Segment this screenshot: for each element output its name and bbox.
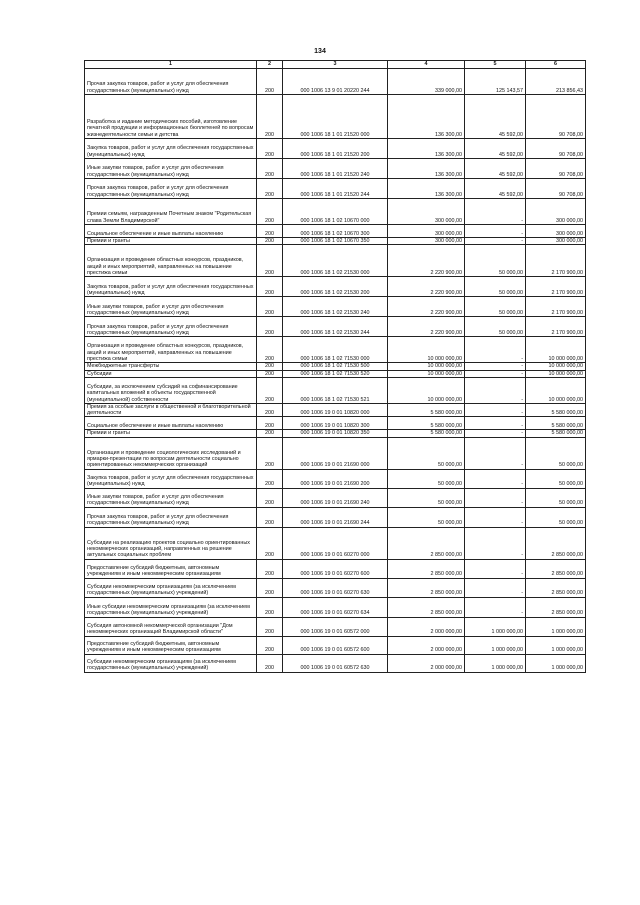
row-name: Субсидии некоммерческим организациям (за исключением государственных (муниципальных) учреждений) <box>85 654 257 672</box>
row-value-6: 5 580 000,00 <box>526 417 586 430</box>
row-value-6: 300 000,00 <box>526 225 586 238</box>
row-value-6: 2 170 900,00 <box>526 245 586 277</box>
row-kbk: 000 1006 18 1 02 71530 500 <box>283 363 388 370</box>
row-value-5: - <box>465 559 526 578</box>
row-name: Субсидии, за исключением субсидий на софинансирование капитальных вложений в объекты государственной (муниципальной) собственности <box>85 377 257 403</box>
row-value-5: - <box>465 430 526 437</box>
row-value-5: - <box>465 377 526 403</box>
row-name: Предоставление субсидий бюджетным, автономным учреждениям и иным некоммерческим организациям <box>85 636 257 654</box>
row-value-5: 45 592,00 <box>465 159 526 179</box>
row-kbk: 000 1006 19 0 01 21690 240 <box>283 488 388 507</box>
row-name: Организация и проведение областных конкурсов, праздников, акций и иных мероприятий, направленных на повышение престижа семьи <box>85 337 257 363</box>
row-name: Прочая закупка товаров, работ и услуг для обеспечения государственных (муниципальных) нужд <box>85 317 257 337</box>
row-kbk: 000 1006 19 0 01 10820 300 <box>283 417 388 430</box>
row-code: 200 <box>257 139 283 159</box>
row-kbk: 000 1006 19 0 01 60270 634 <box>283 597 388 617</box>
row-name: Прочая закупка товаров, работ и услуг для обеспечения государственных (муниципальных) нужд <box>85 179 257 199</box>
row-value-6: 10 000 000,00 <box>526 363 586 370</box>
row-value-5: - <box>465 370 526 377</box>
row-value-5: - <box>465 403 526 417</box>
row-code: 200 <box>257 377 283 403</box>
table-row <box>85 159 586 179</box>
row-value-6: 1 000 000,00 <box>526 636 586 654</box>
row-value-6: 2 850 000,00 <box>526 559 586 578</box>
table-row <box>85 617 586 636</box>
row-name: Закупка товаров, работ и услуг для обеспечения государственных (муниципальных) нужд <box>85 469 257 488</box>
table-row <box>85 225 586 238</box>
table-row <box>85 507 586 527</box>
row-code: 200 <box>257 636 283 654</box>
budget-table <box>84 60 586 673</box>
row-value-4: 50 000,00 <box>388 507 465 527</box>
row-code: 200 <box>257 597 283 617</box>
row-value-6: 2 170 900,00 <box>526 297 586 317</box>
row-value-4: 10 000 000,00 <box>388 370 465 377</box>
row-name: Социальное обеспечение и иные выплаты населению <box>85 417 257 430</box>
row-name: Предоставление субсидий бюджетным, автономным учреждениям и иным некоммерческим организациям <box>85 559 257 578</box>
row-name: Субсидии <box>85 370 257 377</box>
row-kbk: 000 1006 19 0 01 60270 630 <box>283 578 388 597</box>
row-value-5: - <box>465 337 526 363</box>
row-value-4: 339 000,00 <box>388 69 465 95</box>
row-code: 200 <box>257 617 283 636</box>
row-kbk: 000 1006 19 0 01 10820 000 <box>283 403 388 417</box>
row-name: Иные закупки товаров, работ и услуг для обеспечения государственных (муниципальных) нужд <box>85 159 257 179</box>
table-row <box>85 578 586 597</box>
table-row <box>85 245 586 277</box>
row-value-5: - <box>465 199 526 225</box>
row-kbk: 000 1006 18 1 01 21520 200 <box>283 139 388 159</box>
row-code: 200 <box>257 403 283 417</box>
row-value-5: - <box>465 238 526 245</box>
table-row <box>85 317 586 337</box>
table-row <box>85 337 586 363</box>
row-code: 200 <box>257 654 283 672</box>
row-name: Премии и гранты <box>85 238 257 245</box>
table-row <box>85 527 586 559</box>
row-code: 200 <box>257 370 283 377</box>
row-kbk: 000 1006 18 1 02 21530 200 <box>283 277 388 297</box>
table-row <box>85 95 586 139</box>
row-value-4: 300 000,00 <box>388 199 465 225</box>
row-name: Организация и проведение социологических исследований и ярмарки-презентации по вопросам деятельности социально ориентированных некоммерческих организаций <box>85 437 257 469</box>
row-value-5: - <box>465 417 526 430</box>
row-value-4: 300 000,00 <box>388 238 465 245</box>
row-kbk: 000 1006 18 1 01 21520 000 <box>283 95 388 139</box>
page-number: 134 <box>314 48 326 55</box>
row-code: 200 <box>257 559 283 578</box>
row-value-5: 50 000,00 <box>465 297 526 317</box>
row-value-4: 2 000 000,00 <box>388 636 465 654</box>
row-kbk: 000 1006 18 1 02 21530 240 <box>283 297 388 317</box>
row-value-4: 50 000,00 <box>388 488 465 507</box>
row-value-4: 2 000 000,00 <box>388 617 465 636</box>
table-row <box>85 469 586 488</box>
row-code: 200 <box>257 159 283 179</box>
row-kbk: 000 1006 18 1 02 10670 350 <box>283 238 388 245</box>
row-kbk: 000 1006 18 1 02 10670 000 <box>283 199 388 225</box>
table-row <box>85 636 586 654</box>
table-row <box>85 238 586 245</box>
row-value-6: 90 708,00 <box>526 179 586 199</box>
row-kbk: 000 1006 18 1 01 21520 240 <box>283 159 388 179</box>
table-row <box>85 597 586 617</box>
row-value-4: 136 300,00 <box>388 179 465 199</box>
row-kbk: 000 1006 18 1 02 21530 000 <box>283 245 388 277</box>
row-value-5: - <box>465 597 526 617</box>
row-value-6: 50 000,00 <box>526 507 586 527</box>
row-name: Премии и гранты <box>85 430 257 437</box>
row-kbk: 000 1006 19 0 01 10820 350 <box>283 430 388 437</box>
table-row <box>85 277 586 297</box>
row-name: Закупка товаров, работ и услуг для обеспечения государственных (муниципальных) нужд <box>85 139 257 159</box>
row-value-5: 45 592,00 <box>465 179 526 199</box>
row-value-6: 90 708,00 <box>526 95 586 139</box>
table-row <box>85 437 586 469</box>
row-value-5: 1 000 000,00 <box>465 636 526 654</box>
row-name: Прочая закупка товаров, работ и услуг для обеспечения государственных (муниципальных) нужд <box>85 69 257 95</box>
row-value-4: 2 850 000,00 <box>388 597 465 617</box>
row-name: Организация и проведение областных конкурсов, праздников, акций и иных мероприятий, направленных на повышение престижа семьи <box>85 245 257 277</box>
row-name: Социальное обеспечение и иные выплаты населению <box>85 225 257 238</box>
table-row <box>85 403 586 417</box>
row-code: 200 <box>257 69 283 95</box>
row-name: Иные закупки товаров, работ и услуг для обеспечения государственных (муниципальных) нужд <box>85 297 257 317</box>
row-value-5: - <box>465 225 526 238</box>
column-header: 3 <box>283 61 388 69</box>
row-value-4: 50 000,00 <box>388 437 465 469</box>
row-value-5: 45 592,00 <box>465 139 526 159</box>
row-code: 200 <box>257 417 283 430</box>
column-header: 6 <box>526 61 586 69</box>
row-value-6: 10 000 000,00 <box>526 337 586 363</box>
row-kbk: 000 1006 19 0 01 60572 630 <box>283 654 388 672</box>
row-value-5: 50 000,00 <box>465 277 526 297</box>
row-value-4: 300 000,00 <box>388 225 465 238</box>
row-code: 200 <box>257 317 283 337</box>
column-header: 4 <box>388 61 465 69</box>
table-row <box>85 370 586 377</box>
row-name: Межбюджетные трансферты <box>85 363 257 370</box>
row-value-5: 50 000,00 <box>465 317 526 337</box>
column-header: 5 <box>465 61 526 69</box>
row-code: 200 <box>257 430 283 437</box>
row-name: Субсидия автономной некоммерческой организации "Дом некоммерческих организаций Владимирской области" <box>85 617 257 636</box>
row-code: 200 <box>257 245 283 277</box>
row-value-6: 1 000 000,00 <box>526 617 586 636</box>
row-value-5: - <box>465 578 526 597</box>
row-value-6: 300 000,00 <box>526 238 586 245</box>
row-code: 200 <box>257 527 283 559</box>
row-code: 200 <box>257 507 283 527</box>
row-value-6: 2 850 000,00 <box>526 527 586 559</box>
row-value-4: 2 850 000,00 <box>388 559 465 578</box>
row-kbk: 000 1006 18 1 02 71530 520 <box>283 370 388 377</box>
row-code: 200 <box>257 469 283 488</box>
row-value-4: 5 580 000,00 <box>388 430 465 437</box>
row-value-6: 50 000,00 <box>526 437 586 469</box>
row-value-5: 1 000 000,00 <box>465 654 526 672</box>
row-name: Прочая закупка товаров, работ и услуг для обеспечения государственных (муниципальных) нужд <box>85 507 257 527</box>
table-row <box>85 654 586 672</box>
row-value-4: 10 000 000,00 <box>388 363 465 370</box>
table-row <box>85 179 586 199</box>
row-name: Иные субсидии некоммерческим организациям (за исключением государственных (муниципальных) учреждений) <box>85 597 257 617</box>
row-value-4: 2 220 900,00 <box>388 245 465 277</box>
row-code: 200 <box>257 363 283 370</box>
row-value-5: 45 592,00 <box>465 95 526 139</box>
row-name: Разработка и издание методических пособий, изготовление печатной продукции и информационных бюллетеней по вопросам жизнедеятельности семьи и детства <box>85 95 257 139</box>
row-kbk: 000 1006 18 1 01 21520 244 <box>283 179 388 199</box>
row-value-5: - <box>465 469 526 488</box>
row-value-4: 136 300,00 <box>388 139 465 159</box>
table-row <box>85 559 586 578</box>
row-value-6: 10 000 000,00 <box>526 370 586 377</box>
table-row <box>85 430 586 437</box>
row-value-4: 10 000 000,00 <box>388 377 465 403</box>
row-kbk: 000 1006 18 1 02 71530 000 <box>283 337 388 363</box>
row-kbk: 000 1006 19 0 01 60270 600 <box>283 559 388 578</box>
row-code: 200 <box>257 277 283 297</box>
row-value-6: 5 580 000,00 <box>526 430 586 437</box>
table-row <box>85 417 586 430</box>
row-kbk: 000 1006 19 0 01 60572 600 <box>283 636 388 654</box>
row-name: Субсидии на реализацию проектов социально ориентированных некоммерческих организаций, направленных на решение актуальных социальных проблем <box>85 527 257 559</box>
row-value-5: - <box>465 507 526 527</box>
row-value-6: 300 000,00 <box>526 199 586 225</box>
row-kbk: 000 1006 18 1 02 10670 300 <box>283 225 388 238</box>
row-value-6: 2 850 000,00 <box>526 578 586 597</box>
row-value-4: 50 000,00 <box>388 469 465 488</box>
row-value-4: 5 580 000,00 <box>388 417 465 430</box>
row-value-5: 1 000 000,00 <box>465 617 526 636</box>
row-value-4: 2 220 900,00 <box>388 297 465 317</box>
row-kbk: 000 1006 19 0 01 60270 000 <box>283 527 388 559</box>
row-code: 200 <box>257 225 283 238</box>
row-value-6: 50 000,00 <box>526 488 586 507</box>
table-row <box>85 488 586 507</box>
row-code: 200 <box>257 337 283 363</box>
row-code: 200 <box>257 179 283 199</box>
column-header: 2 <box>257 61 283 69</box>
row-value-5: 50 000,00 <box>465 245 526 277</box>
table-row <box>85 69 586 95</box>
row-value-5: - <box>465 363 526 370</box>
row-value-4: 5 580 000,00 <box>388 403 465 417</box>
row-value-4: 2 220 900,00 <box>388 317 465 337</box>
row-value-6: 2 850 000,00 <box>526 597 586 617</box>
row-code: 200 <box>257 578 283 597</box>
row-value-6: 5 580 000,00 <box>526 403 586 417</box>
row-value-5: - <box>465 437 526 469</box>
table-row <box>85 199 586 225</box>
table-row <box>85 363 586 370</box>
row-kbk: 000 1006 19 0 01 21690 200 <box>283 469 388 488</box>
row-kbk: 000 1006 13 9 01 20220 244 <box>283 69 388 95</box>
row-code: 200 <box>257 297 283 317</box>
row-value-6: 2 170 900,00 <box>526 277 586 297</box>
row-kbk: 000 1006 19 0 01 21690 244 <box>283 507 388 527</box>
row-value-4: 2 000 000,00 <box>388 654 465 672</box>
row-value-4: 136 300,00 <box>388 159 465 179</box>
row-kbk: 000 1006 19 0 01 21690 000 <box>283 437 388 469</box>
row-value-4: 2 220 900,00 <box>388 277 465 297</box>
row-name: Премия за особые заслуги в общественной и благотворительной деятельности <box>85 403 257 417</box>
row-value-6: 10 000 000,00 <box>526 377 586 403</box>
row-name: Закупка товаров, работ и услуг для обеспечения государственных (муниципальных) нужд <box>85 277 257 297</box>
row-value-5: - <box>465 527 526 559</box>
row-value-6: 2 170 900,00 <box>526 317 586 337</box>
row-code: 200 <box>257 437 283 469</box>
row-value-4: 136 300,00 <box>388 95 465 139</box>
row-value-4: 10 000 000,00 <box>388 337 465 363</box>
table-header-row <box>85 61 586 69</box>
row-kbk: 000 1006 18 1 02 21530 244 <box>283 317 388 337</box>
row-kbk: 000 1006 18 1 02 71530 521 <box>283 377 388 403</box>
row-value-6: 50 000,00 <box>526 469 586 488</box>
table-row <box>85 297 586 317</box>
row-value-5: - <box>465 488 526 507</box>
row-value-6: 90 708,00 <box>526 139 586 159</box>
row-value-5: 125 143,57 <box>465 69 526 95</box>
row-value-6: 90 708,00 <box>526 159 586 179</box>
row-code: 200 <box>257 488 283 507</box>
column-header: 1 <box>85 61 257 69</box>
row-name: Иные закупки товаров, работ и услуг для обеспечения государственных (муниципальных) нужд <box>85 488 257 507</box>
row-value-4: 2 850 000,00 <box>388 527 465 559</box>
row-code: 200 <box>257 199 283 225</box>
row-value-4: 2 850 000,00 <box>388 578 465 597</box>
row-name: Субсидии некоммерческим организациям (за исключением государственных (муниципальных) учреждений) <box>85 578 257 597</box>
row-code: 200 <box>257 95 283 139</box>
row-name: Премии семьям, награжденным Почетным знаком "Родительская слава Земли Владимирской" <box>85 199 257 225</box>
table-row <box>85 377 586 403</box>
table-row <box>85 139 586 159</box>
row-code: 200 <box>257 238 283 245</box>
row-value-6: 213 856,43 <box>526 69 586 95</box>
row-value-6: 1 000 000,00 <box>526 654 586 672</box>
row-kbk: 000 1006 19 0 01 60572 000 <box>283 617 388 636</box>
